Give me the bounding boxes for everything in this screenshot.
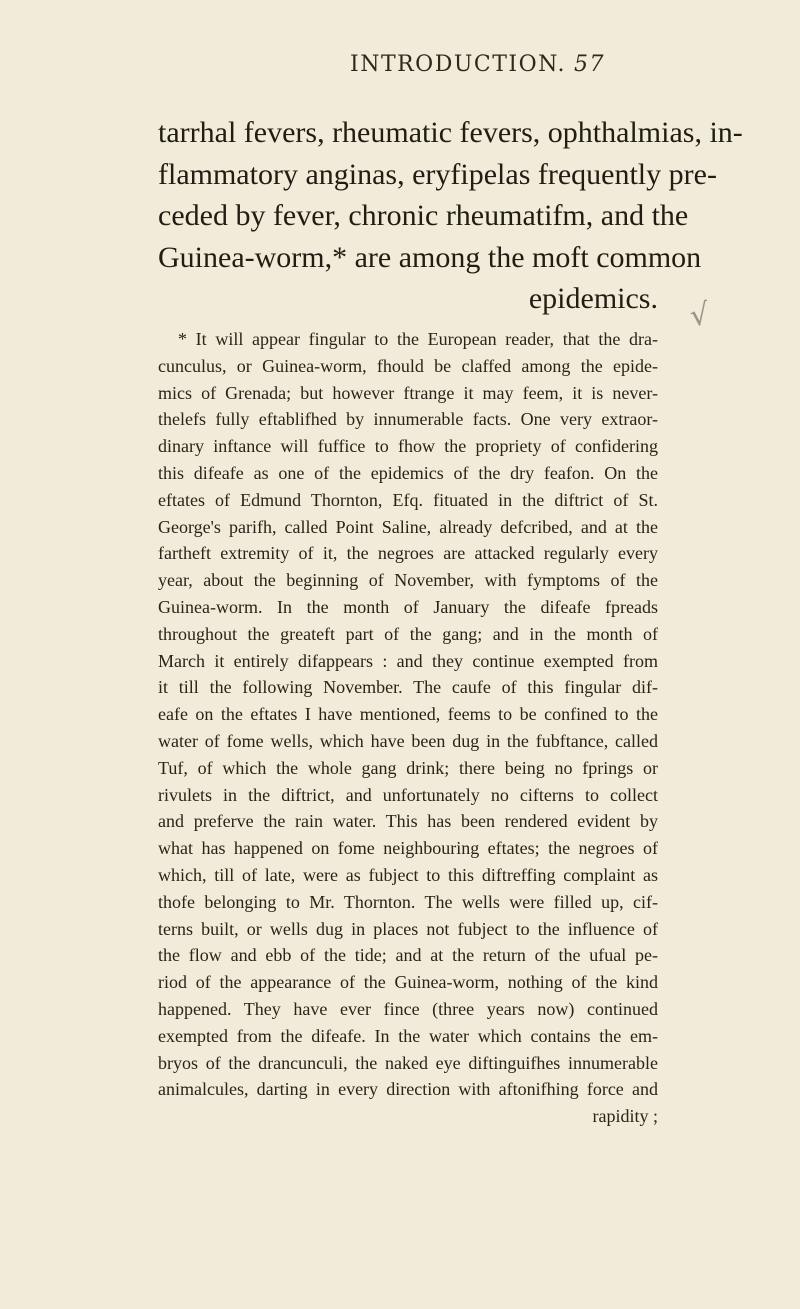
footnote-line: cunculus, or Guinea-worm, fhould be claffed among the epide-	[158, 355, 658, 376]
page-header	[350, 52, 605, 77]
footnote-line: March it entirely difappears : and they continue exempted from	[158, 650, 658, 671]
footnote-line: which, till of late, were as fubject to this diftreffing complaint as	[158, 864, 658, 885]
main-text-line: tarrhal fevers, rheumatic fevers, ophthalmias, in-	[158, 116, 743, 149]
main-text-line: Guinea-worm,* are among the moft common	[158, 240, 702, 274]
footnote-line: rivulets in the diftrict, and unfortunately no cifterns to collect	[158, 784, 658, 805]
footnote-line: thofe belonging to Mr. Thornton. The wells were filled up, cif-	[158, 891, 658, 912]
footnote-line: terns built, or wells dug in places not fubject to the influence of	[158, 918, 658, 939]
footnote-line: thelefs fully eftablifhed by innumerable facts. One very extraor-	[158, 409, 658, 430]
footnote-line: dinary inftance will fuffice to fhow the propriety of confidering	[158, 436, 658, 457]
margin-check-mark: √	[687, 296, 712, 335]
footnote-line: exempted from the difeafe. In the water which contains the em-	[158, 1025, 658, 1046]
main-text-line: flammatory anginas, eryfipelas frequently pre-	[158, 157, 717, 191]
footnote-line: the flow and ebb of the tide; and at the return of the ufual pe-	[158, 945, 658, 966]
footnote-line: this difeafe as one of the epidemics of the dry feafon. On the	[158, 462, 658, 483]
footnote-line: Tuf, of which the whole gang drink; there being no fprings or	[158, 757, 658, 778]
footnote	[158, 326, 658, 1130]
footnote-line: mics of Grenada; but however ftrange it may feem, it is never-	[158, 382, 658, 403]
main-text	[158, 112, 743, 320]
main-text-line: epidemics.	[528, 282, 658, 315]
footnote-line: year, about the beginning of November, with fymptoms of the	[158, 570, 658, 591]
footnote-line: fartheft extremity of it, the negroes are attacked regularly every	[158, 543, 658, 564]
footnote-line: animalcules, darting in every direction with aftonifhing force and	[158, 1079, 658, 1100]
footnote-line: what has happened on fome neighbouring eftates; the negroes of	[158, 838, 658, 859]
footnote-line: * It will appear fingular to the European reader, that the dra-	[178, 329, 658, 349]
running-head: INTRODUCTION.	[350, 52, 566, 77]
footnote-line: throughout the greateft part of the gang; and in the month of	[158, 623, 658, 644]
footnote-line: rapidity ;	[592, 1106, 658, 1127]
footnote-line: eftates of Edmund Thornton, Efq. fituated in the diftrict of St.	[158, 489, 658, 510]
footnote-line: Guinea-worm. In the month of January the difeafe fpreads	[158, 596, 658, 617]
main-text-line: ceded by fever, chronic rheumatifm, and the	[158, 199, 689, 232]
footnote-line: George's parifh, called Point Saline, already defcribed, and at the	[158, 516, 658, 537]
footnote-line: water of fome wells, which have been dug in the fubftance, called	[158, 730, 658, 751]
page-number: 57	[574, 52, 605, 77]
footnote-line: eafe on the eftates I have mentioned, feems to be confined to the	[158, 704, 658, 725]
footnote-line: riod of the appearance of the Guinea-worm, nothing of the kind	[158, 972, 658, 993]
footnote-line: happened. They have ever fince (three years now) continued	[158, 998, 658, 1019]
footnote-line: bryos of the drancunculi, the naked eye diftinguifhes innumerable	[158, 1052, 658, 1073]
footnote-line: and preferve the rain water. This has been rendered evident by	[158, 811, 658, 832]
footnote-line: it till the following November. The caufe of this fingular dif-	[158, 677, 658, 698]
